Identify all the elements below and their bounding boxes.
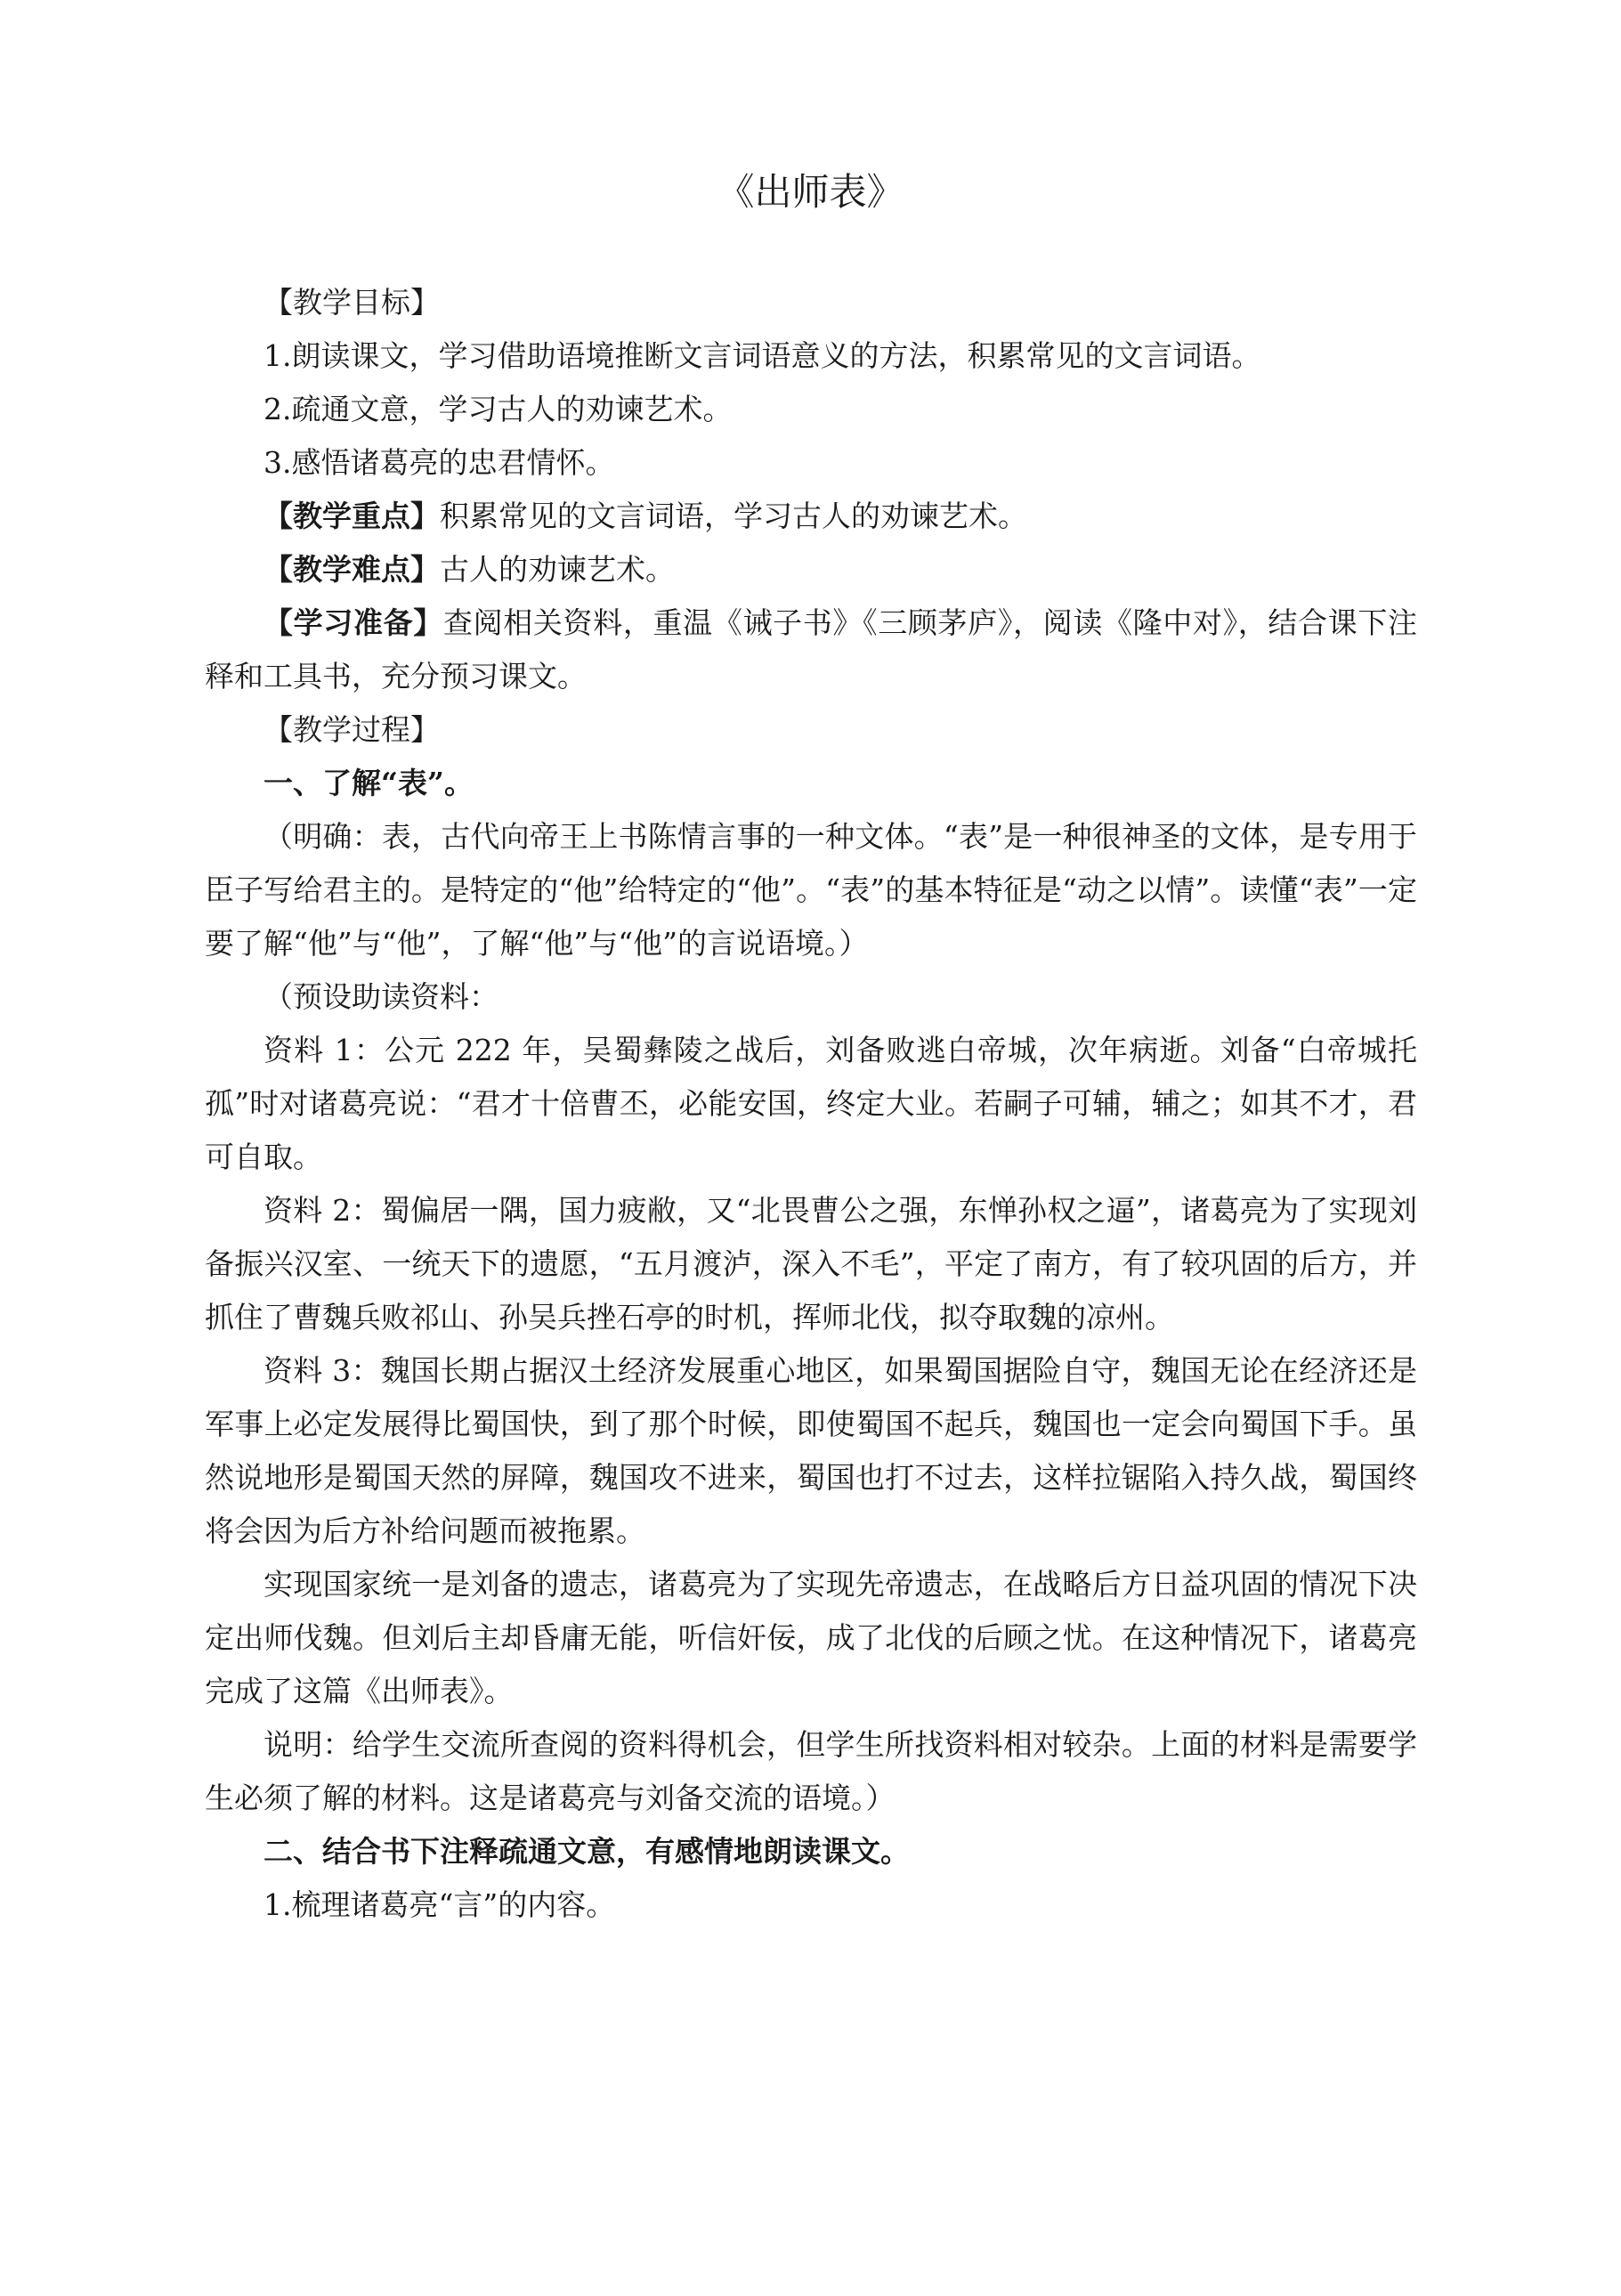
goal-item-2: 2.疏通文意，学习古人的劝谏艺术。 [263,392,733,426]
goals-heading: 【教学目标】 [263,285,440,320]
clarification-paragraph: （明确：表，古代向帝王上书陈情言事的一种文体。“表”是一种很神圣的文体，是专用于臣子写给君主的。是特定的“他”给特定的“他”。“表”的基本特征是“动之以情”。读懂“表”一定要了解“他”与“他”，了解“他”与“他”的言说语境。） [205,819,1417,961]
section-heading-2: 二、结合书下注释疏通文意，有感情地朗读课文。 [263,1834,910,1869]
teaching-difficulty-label: 【教学难点】 [263,552,440,587]
study-preparation-text: 查阅相关资料，重温《诫子书》《三顾茅庐》，阅读《隆中对》，结合课下注释和工具书，充分预习课文。 [205,605,1418,694]
section-heading-1: 一、了解“表”。 [263,766,474,800]
goal-item-1: 1.朗读课文，学习借助语境推断文言词语意义的方法，积累常见的文言词语。 [263,338,1261,373]
teaching-difficulty [205,543,1417,596]
section-2-item-1: 1.梳理诸葛亮“言”的内容。 [263,1887,616,1922]
teaching-difficulty-text: 古人的劝谏艺术。 [440,552,675,587]
material-1: 资料 1：公元 222 年，吴蜀彝陵之战后，刘备败逃白帝城，次年病逝。刘备“白帝城托孤”时对诸葛亮说：“君才十倍曹丕，必能安国，终定大业。若嗣子可辅，辅之；如其不才，君可自取。 [205,1033,1417,1174]
document-title: 《出师表》 [717,170,904,214]
material-3: 资料 3：魏国长期占据汉土经济发展重心地区，如果蜀国据险自守，魏国无论在经济还是军事上必定发展得比蜀国快，到了那个时候，即使蜀国不起兵，魏国也一定会向蜀国下手。虽然说地形是蜀国天然的屏障，魏国攻不进来，蜀国也打不过去，这样拉锯陷入持久战，蜀国终将会因为后方补给问题而被拖累。 [205,1353,1417,1548]
teaching-focus-text: 积累常见的文言词语，学习古人的劝谏艺术。 [440,499,1027,533]
teaching-focus [205,490,1417,543]
material-2: 资料 2：蜀偏居一隅，国力疲敝，又“北畏曹公之强，东惮孙权之逼”，诸葛亮为了实现刘备振兴汉室、一统天下的遗愿，“五月渡泸，深入不毛”，平定了南方，有了较巩固的后方，并抓住了曹魏兵败祁山、孙吴兵挫石亭的时机，挥师北伐，拟夺取魏的凉州。 [205,1193,1417,1335]
teaching-focus-label: 【教学重点】 [263,499,440,533]
document-body [205,276,1417,1932]
study-preparation [205,596,1417,703]
process-heading: 【教学过程】 [263,712,440,747]
preset-materials-intro: （预设助读资料： [263,979,498,1014]
note-paragraph: 说明：给学生交流所查阅的资料得机会，但学生所找资料相对较杂。上面的材料是需要学生必须了解的材料。这是诸葛亮与刘备交流的语境。） [205,1727,1417,1815]
study-preparation-label: 【学习准备】 [263,605,443,640]
summary-paragraph: 实现国家统一是刘备的遗志，诸葛亮为了实现先帝遗志，在战略后方日益巩固的情况下决定出师伐魏。但刘后主却昏庸无能，听信奸佞，成了北伐的后顾之忧。在这种情况下，诸葛亮完成了这篇《出师表》。 [205,1567,1417,1708]
goal-item-3: 3.感悟诸葛亮的忠君情怀。 [263,445,615,480]
